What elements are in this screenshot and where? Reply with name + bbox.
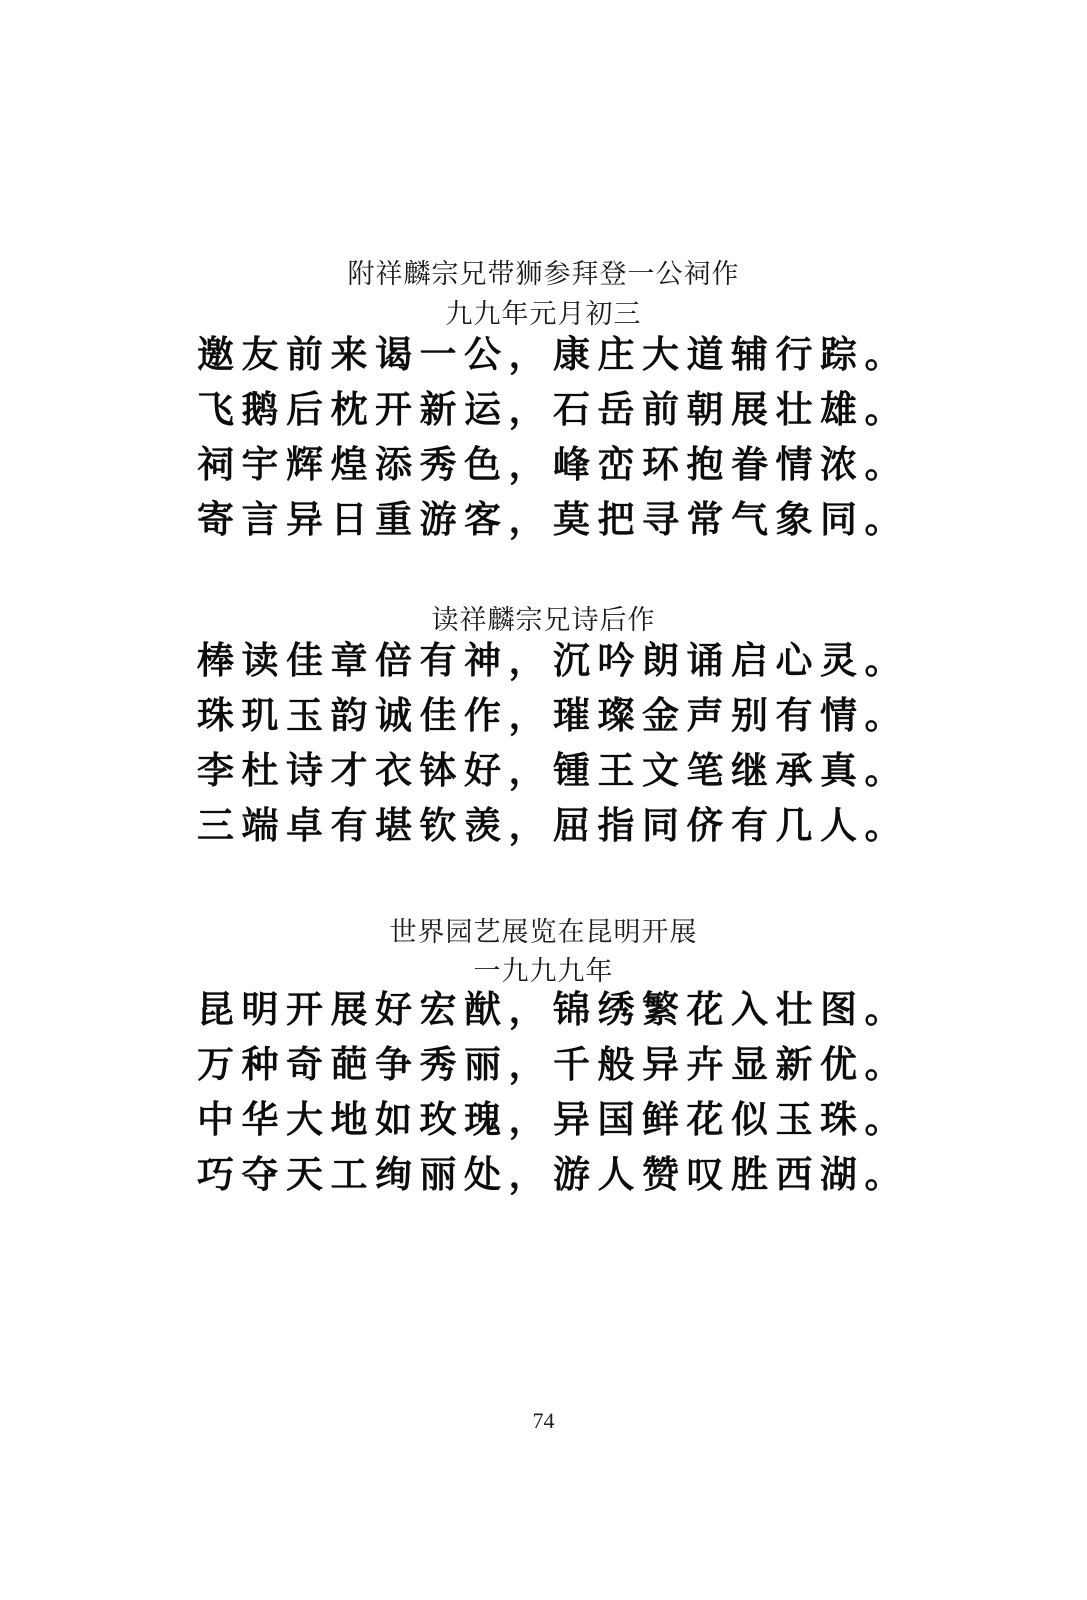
poem-subtitle: 九九年元月初三 [445, 299, 642, 330]
verse-line: 邀友前来谒一公，康庄大道辅行踪。 [197, 333, 909, 376]
verse-line: 寄言异日重游客，莫把寻常气象同。 [197, 498, 909, 541]
verse-line: 万种奇葩争秀丽，千般异卉显新优。 [197, 1043, 909, 1086]
verse-line: 昆明开展好宏猷，锦绣繁花入壮图。 [197, 988, 909, 1031]
poem-subtitle: 一九九九年 [473, 956, 614, 987]
verse-line: 巧夺天工绚丽处，游人赞叹胜西湖。 [197, 1153, 909, 1196]
verse-line: 李杜诗才衣钵好，锺王文笔继承真。 [197, 749, 909, 792]
page-number: 74 [532, 1408, 555, 1433]
verse-line: 珠玑玉韵诚佳作，璀璨金声别有情。 [197, 694, 909, 737]
poem-verse [197, 633, 909, 853]
verse-line: 飞鹅后枕开新运，石岳前朝展壮雄。 [197, 388, 909, 431]
verse-line: 棒读佳章倍有神，沉吟朗诵启心灵。 [197, 639, 909, 682]
poem-title: 附祥麟宗兄带狮参拜登一公祠作 [347, 259, 740, 290]
poem-verse [197, 982, 909, 1202]
verse-line: 三端卓有堪钦羡，屈指同侪有几人。 [197, 804, 909, 847]
poem-title: 世界园艺展览在昆明开展 [389, 917, 698, 948]
verse-line: 祠宇辉煌添秀色，峰峦环抱眷情浓。 [197, 443, 909, 486]
poem-title: 读祥麟宗兄诗后作 [431, 605, 656, 636]
verse-line: 中华大地如玫瑰，异国鲜花似玉珠。 [197, 1098, 909, 1141]
poem-verse [197, 327, 909, 547]
